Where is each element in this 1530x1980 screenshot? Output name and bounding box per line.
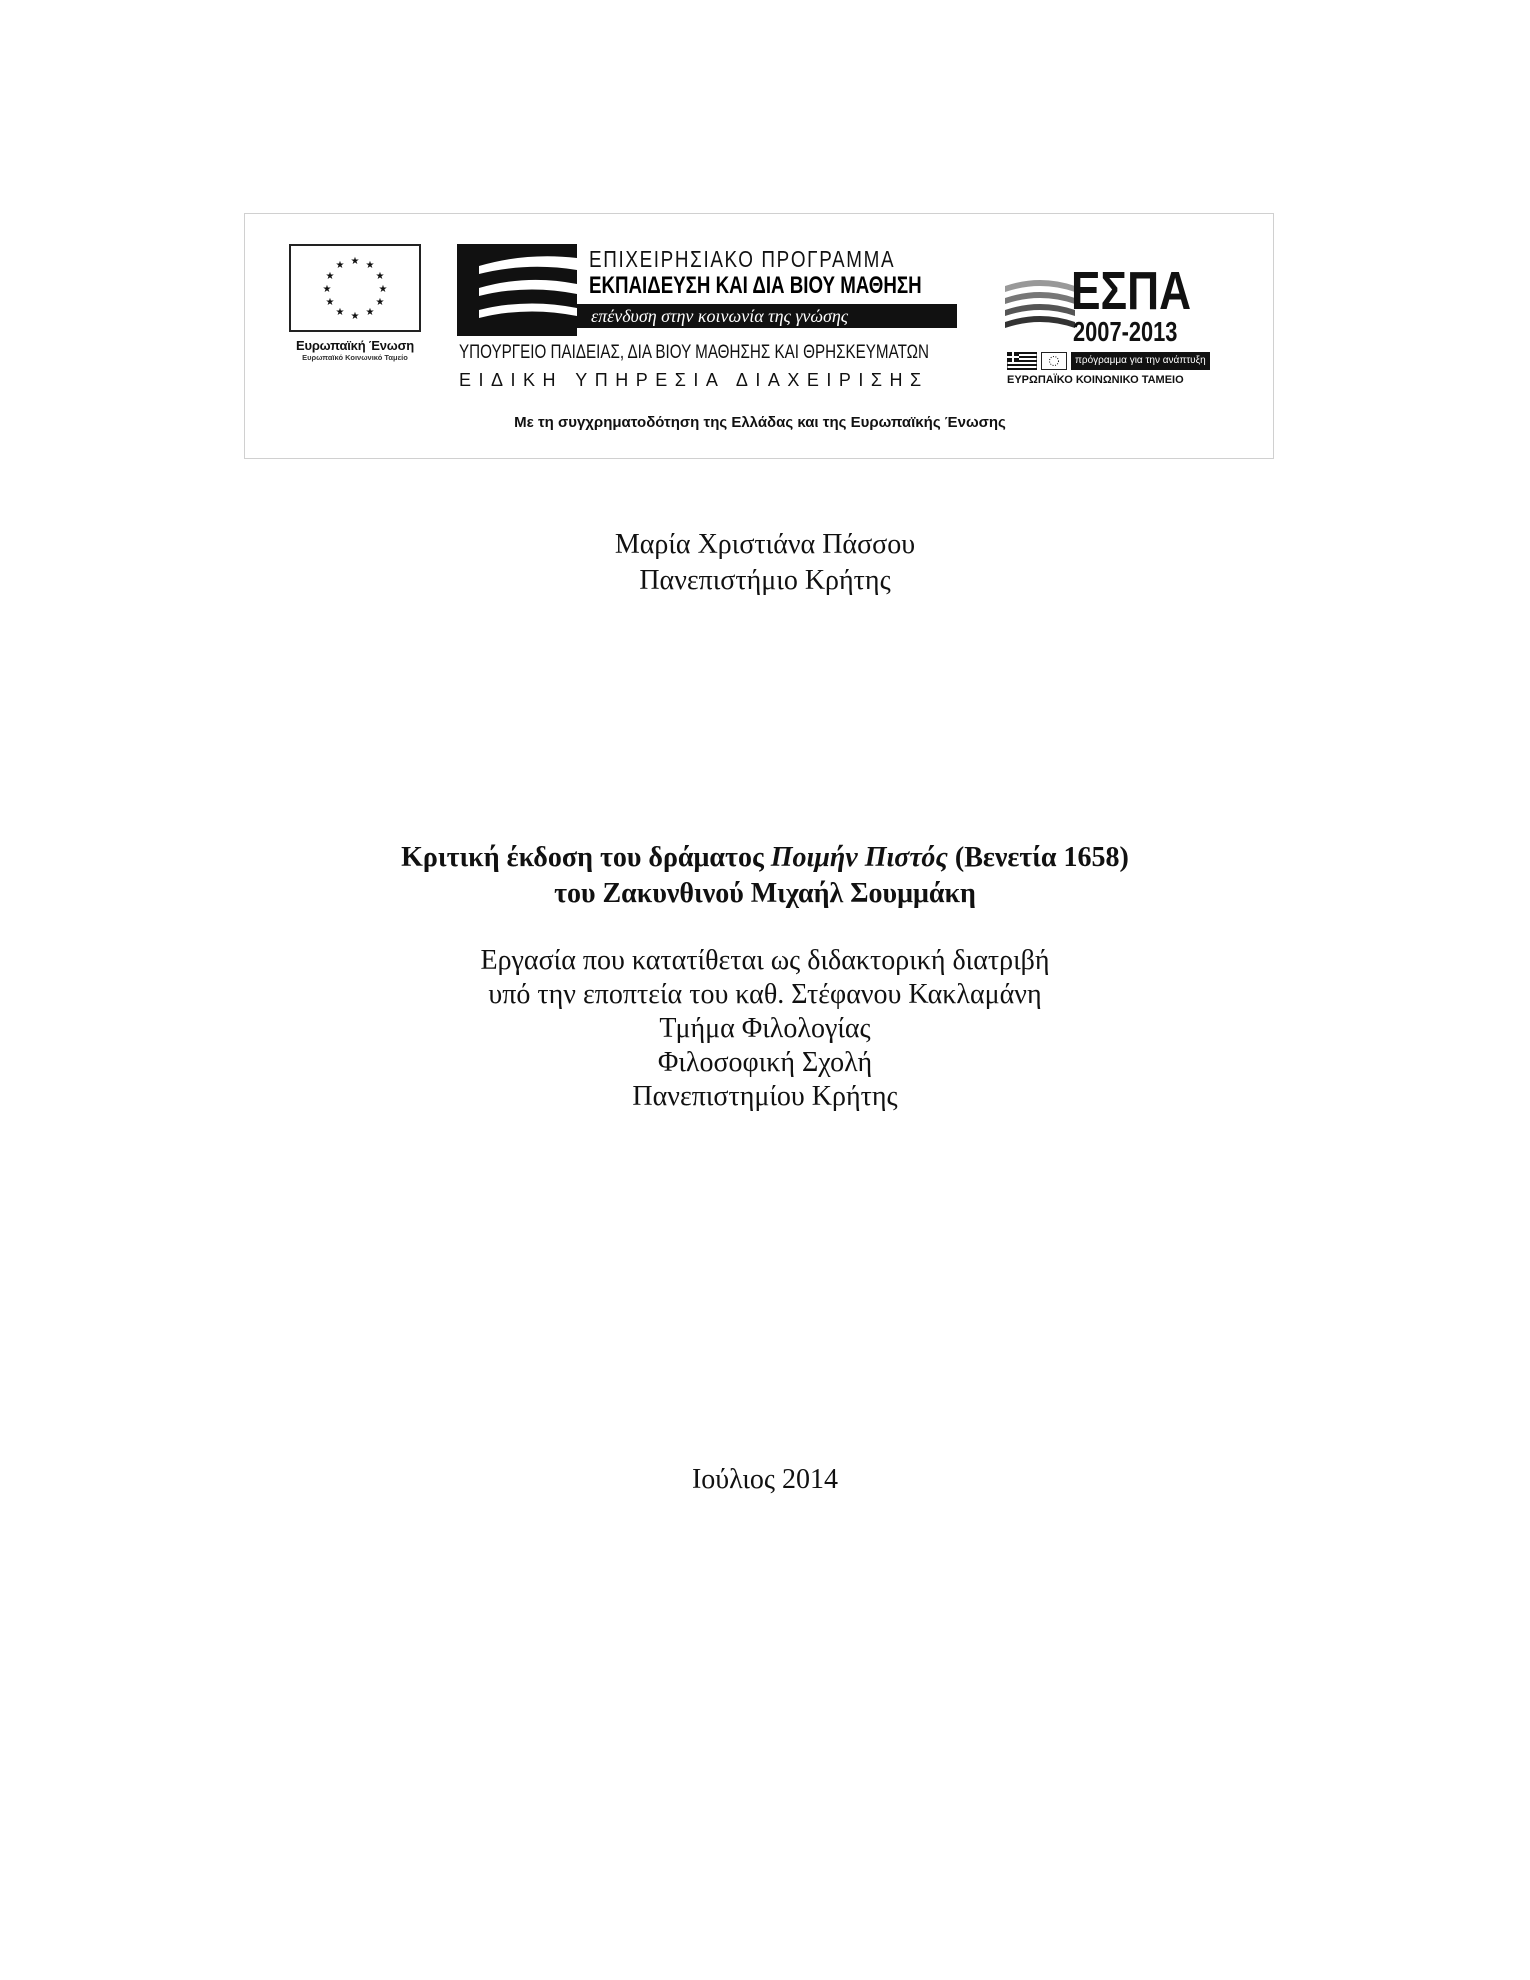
svg-text:★: ★ — [325, 271, 335, 282]
svg-text:★: ★ — [375, 271, 385, 282]
title-line-1 — [0, 840, 1530, 876]
thesis-department: Τμήμα Φιλολογίας — [659, 1013, 871, 1044]
funding-logo-banner — [244, 213, 1274, 459]
ministry-name: ΥΠΟΥΡΓΕΙΟ ΠΑΙΔΕΙΑΣ, ΔΙΑ ΒΙΟΥ ΜΑΘΗΣΗΣ ΚΑΙ ΘΡΗΣΚΕΥΜΑΤΩΝ — [459, 342, 929, 363]
espa-logo — [1005, 261, 1220, 388]
author-name: Μαρία Χριστιάνα Πάσσου — [614, 529, 916, 560]
eu-flag-icon — [289, 244, 421, 332]
espa-title: ΕΣΠΑ — [1071, 261, 1192, 321]
espa-flags-row — [1007, 352, 1210, 370]
thesis-title — [0, 840, 1530, 912]
program-heading: ΕΠΙΧΕΙΡΗΣΙΑΚΟ ΠΡΟΓΡΑΜΜΑ — [589, 246, 896, 272]
education-program-logo — [457, 244, 957, 404]
svg-text:★: ★ — [365, 260, 375, 271]
thesis-school: Φιλοσοφική Σχολή — [657, 1047, 873, 1078]
title-work: Ποιμήν Πιστός — [770, 842, 948, 873]
thesis-statement — [0, 944, 1530, 1114]
title-line-2: του Ζακυνθινού Μιχαήλ Σουμμάκη — [554, 878, 976, 909]
mini-eu-flag-icon — [1041, 352, 1067, 370]
thesis-line-1: Εργασία που κατατίθεται ως διδακτορική διατριβή — [480, 945, 1050, 976]
svg-text:★: ★ — [378, 284, 388, 295]
thesis-university: Πανεπιστημίου Κρήτης — [632, 1081, 898, 1112]
svg-text:★: ★ — [325, 297, 335, 308]
svg-text:★: ★ — [322, 284, 332, 295]
management-service: ΕΙΔΙΚΗ ΥΠΗΡΕΣΙΑ ΔΙΑΧΕΙΡΙΣΗΣ — [459, 370, 929, 390]
espa-tagline: πρόγραμμα για την ανάπτυξη — [1071, 352, 1210, 370]
eu-name: Ευρωπαϊκή Ένωση — [295, 338, 415, 353]
svg-text:★: ★ — [335, 260, 345, 271]
open-book-icon — [457, 244, 577, 336]
eu-logo — [289, 244, 421, 362]
author-block — [0, 527, 1530, 599]
svg-text:★: ★ — [375, 297, 385, 308]
svg-text:★: ★ — [365, 307, 375, 318]
espa-years: 2007-2013 — [1073, 316, 1178, 347]
cofinance-statement: Με τη συγχρηματοδότηση της Ελλάδας και της Ευρωπαϊκής Ένωσης — [514, 414, 1006, 431]
program-name: ΕΚΠΑΙΔΕΥΣΗ ΚΑΙ ΔΙΑ ΒΙΟΥ ΜΑΘΗΣΗ — [589, 272, 922, 299]
svg-text:★: ★ — [350, 256, 360, 267]
author-university: Πανεπιστήμιο Κρήτης — [639, 565, 891, 596]
svg-text:★: ★ — [350, 311, 360, 322]
title-prefix: Κριτική έκδοση του δράματος — [401, 842, 771, 873]
espa-wave-icon — [1005, 276, 1075, 336]
program-slogan: επένδυση στην κοινωνία της γνώσης — [577, 304, 957, 328]
espa-fund-name: ΕΥΡΩΠΑΪΚΟ ΚΟΙΝΩΝΙΚΟ ΤΑΜΕΙΟ — [1007, 374, 1184, 386]
eu-subtitle: Ευρωπαϊκό Κοινωνικό Ταμείο — [302, 353, 408, 362]
greek-flag-icon — [1007, 352, 1037, 370]
thesis-line-2: υπό την εποπτεία του καθ. Στέφανου Κακλαμάνη — [488, 979, 1042, 1010]
title-suffix: (Βενετία 1658) — [947, 842, 1129, 873]
svg-text:★: ★ — [335, 307, 345, 318]
submission-date: Ιούλιος 2014 — [691, 1464, 839, 1495]
